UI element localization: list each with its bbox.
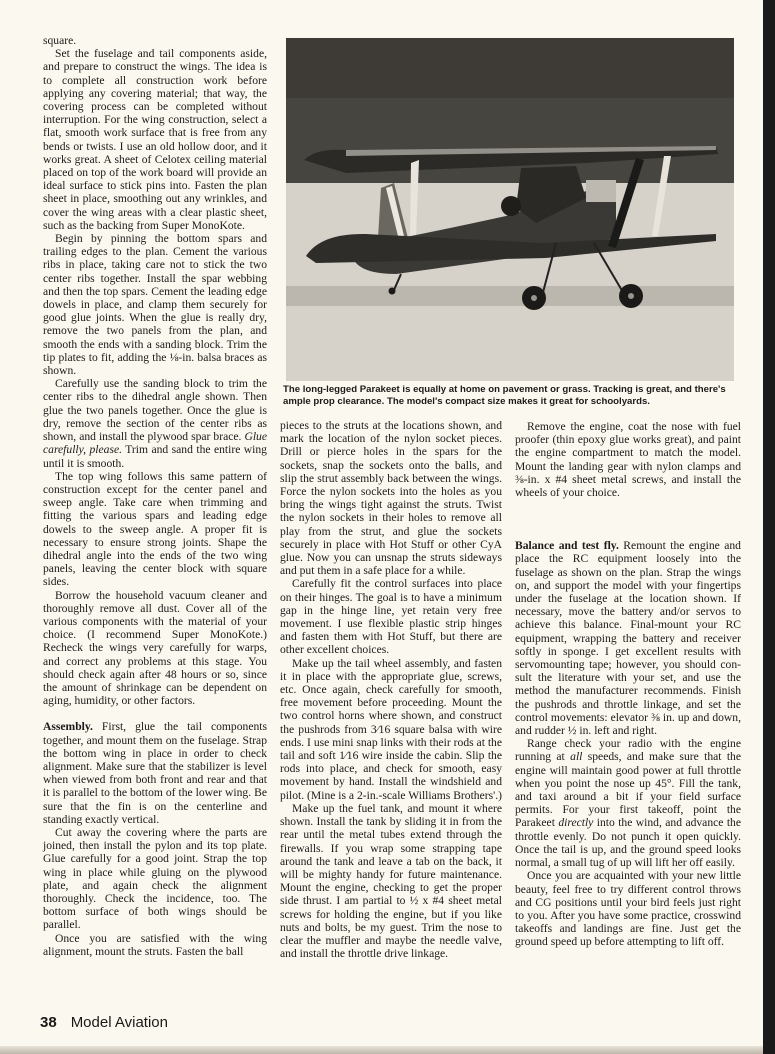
emphasis-text: Glue carefully, please.	[43, 430, 267, 457]
paragraph-text: Remount the engine and place the RC equipment loosely into the fuselage as shown on the plan. Strap the wings on, and support the model with your fingertips under the fuselage at the location shown. If necessary, move the battery and/or servos to achieve this balance. Final-mount your RC equipment, wrapping the battery and receiver softly in sponge. I get excellent results with servomounting tape; however, you should consult the literature with your set, and use the method the manufacturer recommends. Finish the pushrods and throttle linkage, and set the control movements: elevator ⅜ in. up and down, and rudder ½ in. left and right.	[515, 539, 741, 738]
paragraph	[515, 737, 741, 869]
paragraph: Once you are acquainted with your new little beauty, feel free to try different control throws and CG positions until your bird feels just right to you. After you have some practice, crosswind takeoffs and landings are fine. Just get the ground speed up before attempting to lift off.	[515, 869, 741, 949]
paragraph	[43, 720, 267, 826]
paragraph: Begin by pinning the bottom spars and trailing edges to the plan. Cement the various ribs in place, taking care not to stick the two center ribs together. Install the spar webbing and then the top spars. Cement the leading edge dowels in place, and clamp them securely for good glue joints. When the glue is really dry, remove the two panels from the plan, and smooth the ends with a sanding block. Trim the tip plates to fit, adding the ⅛-in. balsa braces as shown.	[43, 232, 267, 378]
text-column-right	[515, 420, 741, 949]
paragraph-text: Trim and sand the entire wing until it is smooth.	[43, 443, 267, 470]
biplane-illustration	[286, 38, 734, 381]
paragraph: Make up the tail wheel assembly, and fasten it in place with the appropriate glue, screws, etc. Once again, check carefully for smooth, free movement before proceeding. Mount the two control horns where shown, and construct the pushrods from 3⁄16 square balsa with wire ends. I use mini snap links with their rods at the tail and soft 1⁄16 wire inside the cabin. Slip the rods into place, and check for smooth, easy movement by hand. Install the windshield and pilot. (Mine is a 2-in.-scale Williams Brothers'.)	[280, 656, 502, 802]
paragraph: Cut away the covering where the parts are joined, then install the pylon and its top plate. Glue carefully for a good joint. Strap the top wing in place while gluing on the plywood plate, and again check the alignment thoroughly. Check the incidence, too. The bottom surface of both wings should be parallel.	[43, 825, 267, 932]
emphasis-text: all	[570, 750, 583, 764]
page-footer	[40, 1014, 168, 1031]
paragraph: pieces to the struts at the locations shown, and mark the location of the nylon socket pieces. Drill or pierce holes in the spars for the sockets, snap the sockets onto the balls, and slip the strut assembly back between the wings. Force the nylon sockets into the holes as you bring the wings tight against the struts. Twist the nylon sockets in their holes to remove all play from the strut, and glue the sockets securely in place with Hot Stuff or other CyA glue. Now you can unsnap the struts sideways and put them in a safe place for a while.	[280, 419, 502, 578]
emphasis-text: directly	[558, 816, 594, 830]
photo-caption: The long-legged Parakeet is equally at home on pavement or grass. Tracking is great, and there's ample prop clearance. The model's compact size makes it great for schoolyards.	[283, 384, 726, 407]
page-number: 38	[40, 1014, 57, 1031]
paragraph	[43, 377, 267, 469]
paragraph-text: speeds, and make sure that the engine will maintain good power at full throttle when you point the nose up 45°. Fill the tank, and taxi around a bit if your field surface permits. For your first takeoff, point the Parakeet	[515, 750, 741, 830]
paragraph-text: Range check your radio with the engine running at	[515, 737, 741, 764]
section-heading-assembly: Assembly.	[43, 720, 93, 734]
section-heading-balance: Balance and test fly.	[515, 539, 619, 553]
paragraph-text: Carefully use the sanding block to trim the center ribs to the dihedral angle shown. Then glue the two panels together. Once the glue is dry, remove the section of the center ribs as shown, and install the plywood spar brace.	[43, 377, 267, 444]
paragraph: Carefully fit the control surfaces into place on their hinges. The goal is to have a minimum gap in the hinge line, yet retain very free movement. I use flexible plastic strip hinges and fasten them with Hot Stuff, but there are other excellent choices.	[280, 577, 502, 657]
paragraph	[515, 539, 741, 737]
paragraph: Make up the fuel tank, and mount it where shown. Install the tank by sliding it in from the rear until the metal tubes extend through the firewalls. If you wrap some strapping tape around the tank and leave a tab on the back, it will be mighty handy for future maintenance. Mount the engine, checking to get the proper side thrust. I am partial to ½ x #4 sheet metal screws for holding the engine, but if you like nuts and bolts, be my guest. Trim the nose to clear the muffler and maybe the needle valve, and install the throttle drive linkage.	[280, 801, 502, 961]
scan-border-right	[763, 0, 775, 1054]
publication-name: Model Aviation	[70, 1014, 168, 1031]
text-column-middle	[280, 419, 502, 960]
paragraph: Once you are satisfied with the wing alignment, mount the struts. Fasten the ball	[43, 931, 267, 958]
paragraph-text: First, glue the tail components together, and mount them on the fuselage. Strap the bottom wing in place in order to check alignment. Make sure that the stabilizer is level when viewed from both front and rear and that it is parallel to the bottom of the lower wing. Be sure that the fin is on the centerline and standing exactly vertical.	[43, 720, 267, 826]
paragraph: Remove the engine, coat the nose with fuel proofer (thin epoxy glue works great), and paint the engine compartment to match the model. Mount the landing gear with nylon clamps and ⅜-in. x #4 sheet metal screws, and install the wheels of your choice.	[515, 420, 741, 500]
paragraph: square.	[43, 34, 77, 47]
paragraph: The top wing follows this same pattern of construction except for the center panel and sweep angle. Take care when trimming and fitting the various spars and leading edge dowels to the sweep angle. A proper fit is necessary to ensure strong joints. Shape the dihedral angle into the ends of the two wing panels, leaving the center block with square sides.	[43, 469, 267, 589]
page-bottom-edge	[0, 1046, 763, 1054]
paragraph: Set the fuselage and tail components aside, and prepare to construct the wings. The idea is to complete all construction work before applying any covering material; that way, the covering process can be completed without interruption. For the wing construction, select a flat, smooth work surface that is free from any bends or twists. I use an old hollow door, and it works great. A sheet of Celotex ceiling material placed on top of the work board will provide an ideal surface to stick pins into. Fasten the plan sheet in place, smoothing out any wrinkles, and cover the wing areas with a clear plastic sheet, such as the backing from Super MonoKote.	[43, 47, 267, 232]
paragraph: Borrow the household vacuum cleaner and thoroughly remove all dust. Cover all of the various components with the material of your choice. (I recommend Super MonoKote.) Recheck the wings very carefully for warps, and correct any problems at this stage. You should check again after 48 hours or so, since the amount of shrinkage can be dependent on aging, humidity, or other factors.	[43, 588, 267, 708]
paragraph-text: into the wind, and advance the throttle evenly. Do not punch it open quickly. Once the tail is up, and the ground speed looks normal, a small tug of up will lift her off easily.	[515, 816, 742, 870]
text-column-left	[43, 34, 267, 958]
parakeet-biplane-photo	[286, 38, 734, 381]
